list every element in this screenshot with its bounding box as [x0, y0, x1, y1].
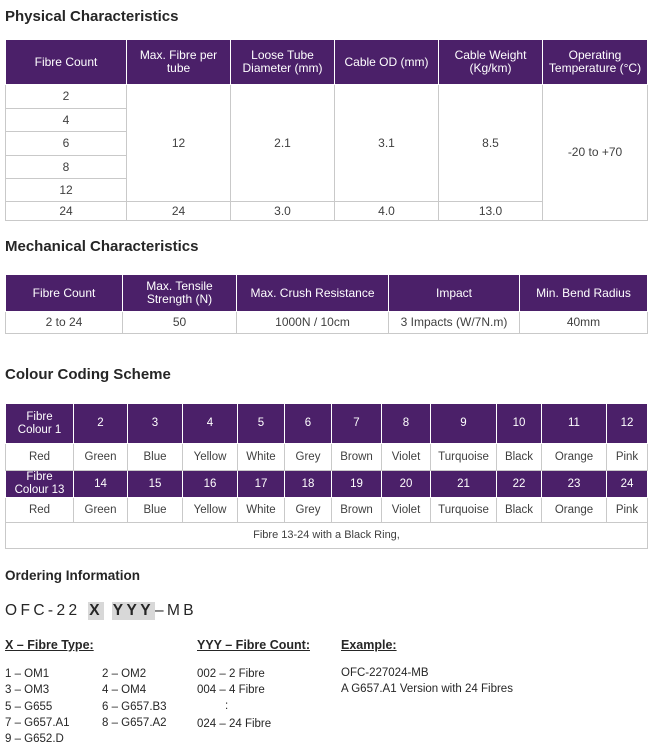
header-fibre-count: Fibre Count [6, 275, 123, 312]
example-heading: Example: [341, 638, 397, 652]
fibre-type-item: 4 – OM4 [102, 684, 147, 696]
mechanical-table [5, 274, 648, 334]
colour-name: Red [6, 444, 74, 471]
colour-name: Orange [542, 444, 607, 471]
example-description: A G657.A1 Version with 24 Fibres [341, 683, 513, 695]
header-impact: Impact [389, 275, 520, 312]
cable-od-value: 4.0 [335, 202, 439, 221]
fibre-number: 4 [183, 404, 238, 444]
code-suffix: –MB [154, 602, 198, 619]
fibre-count-cell: 12 [6, 179, 127, 202]
header-cable-od: Cable OD (mm) [335, 40, 439, 85]
header-max-crush-resistance: Max. Crush Resistance [237, 275, 389, 312]
fibre-count-cell: 6 [6, 132, 127, 156]
bend-radius-value: 40mm [520, 312, 648, 334]
fibre-count-value: 2 to 24 [6, 312, 123, 334]
fibre-number: 23 [542, 471, 607, 498]
impact-value: 3 Impacts (W/7N.m) [389, 312, 520, 334]
fibre-number: 20 [382, 471, 431, 498]
colour-name: Orange [542, 498, 607, 523]
colour-name: Turquoise [431, 498, 497, 523]
fibre-count-cell: 8 [6, 156, 127, 179]
fibre-count-item: 004 – 4 Fibre [197, 684, 265, 696]
colour-name: Brown [332, 498, 382, 523]
fibre-number: 5 [238, 404, 285, 444]
colour-name: Green [74, 444, 128, 471]
fibre-type-item: 1 – OM1 [5, 668, 50, 680]
header-fibre-count: Fibre Count [6, 40, 127, 85]
colour-name: Blue [128, 444, 183, 471]
colour-name: Black [497, 498, 542, 523]
cable-od-value: 3.1 [335, 85, 439, 202]
physical-table [5, 39, 648, 221]
product-code [5, 602, 197, 620]
header-operating-temperature: Operating Temperature (°C) [543, 40, 648, 85]
colour-name: Pink [607, 444, 648, 471]
fibre-number: 21 [431, 471, 497, 498]
fibre-count-cell: 24 [6, 202, 127, 221]
colour-name: Green [74, 498, 128, 523]
colour-name: Violet [382, 498, 431, 523]
mechanical-title: Mechanical Characteristics [5, 238, 199, 255]
fibre-number: 7 [332, 404, 382, 444]
fibre-number: 17 [238, 471, 285, 498]
fibre-number: 2 [74, 404, 128, 444]
cable-weight-value: 13.0 [439, 202, 543, 221]
operating-temperature-value: -20 to +70 [543, 85, 648, 221]
fibre-count-item: 024 – 24 Fibre [197, 718, 272, 730]
fibre-type-heading: X – Fibre Type: [5, 638, 94, 652]
fibre-count-cell: 4 [6, 109, 127, 132]
fibre-count-item: 002 – 2 Fibre [197, 668, 265, 680]
fibre-number: 9 [431, 404, 497, 444]
fibre-number: 8 [382, 404, 431, 444]
code-fibre-count-placeholder: YYY [112, 602, 154, 619]
fibre-number: 12 [607, 404, 648, 444]
fibre-type-item: 3 – OM3 [5, 684, 50, 696]
colour-name: Blue [128, 498, 183, 523]
colour-name: Brown [332, 444, 382, 471]
colour-name: Grey [285, 444, 332, 471]
fibre-type-item: 8 – G657.A2 [102, 717, 167, 729]
colour-name: Yellow [183, 444, 238, 471]
header-max-tensile-strength: Max. Tensile Strength (N) [123, 275, 237, 312]
fibre-number: 14 [74, 471, 128, 498]
example-code: OFC-227024-MB [341, 667, 429, 679]
fibre-number: 22 [497, 471, 542, 498]
colour-name: Violet [382, 444, 431, 471]
fibre-type-item: 7 – G657.A1 [5, 717, 70, 729]
colour-name: Grey [285, 498, 332, 523]
colour-name: Red [6, 498, 74, 523]
fibre-number: 11 [542, 404, 607, 444]
fibre-colour-13-label: Fibre Colour 13 [6, 471, 74, 498]
colour-name: White [238, 444, 285, 471]
max-fibre-per-tube-value: 24 [127, 202, 231, 221]
header-cable-weight: Cable Weight (Kg/km) [439, 40, 543, 85]
physical-title: Physical Characteristics [5, 8, 179, 25]
fibre-number: 3 [128, 404, 183, 444]
crush-resistance-value: 1000N / 10cm [237, 312, 389, 334]
colour-name: Black [497, 444, 542, 471]
fibre-number: 10 [497, 404, 542, 444]
fibre-type-item: 9 – G652.D [5, 733, 64, 745]
colour-name: Pink [607, 498, 648, 523]
colour-name: Turquoise [431, 444, 497, 471]
code-prefix: OFC-22 [5, 602, 81, 619]
header-loose-tube-diameter: Loose Tube Diameter (mm) [231, 40, 335, 85]
fibre-type-item: 2 – OM2 [102, 668, 147, 680]
fibre-count-ellipsis: : [225, 700, 229, 712]
ordering-title: Ordering Information [5, 568, 140, 583]
fibre-number: 18 [285, 471, 332, 498]
fibre-type-item: 6 – G657.B3 [102, 701, 167, 713]
loose-tube-diameter-value: 3.0 [231, 202, 335, 221]
fibre-count-cell: 2 [6, 85, 127, 109]
fibre-number: 19 [332, 471, 382, 498]
fibre-number: 24 [607, 471, 648, 498]
fibre-colour-1-label: Fibre Colour 1 [6, 404, 74, 444]
fibre-count-heading: YYY – Fibre Count: [197, 638, 310, 652]
colour-name: White [238, 498, 285, 523]
header-min-bend-radius: Min. Bend Radius [520, 275, 648, 312]
max-fibre-per-tube-value: 12 [127, 85, 231, 202]
fibre-number: 6 [285, 404, 332, 444]
colour-note: Fibre 13-24 with a Black Ring, [6, 523, 648, 549]
colour-title: Colour Coding Scheme [5, 366, 171, 383]
colour-name: Yellow [183, 498, 238, 523]
header-max-fibre-per-tube: Max. Fibre per tube [127, 40, 231, 85]
code-fibre-type-placeholder: X [89, 602, 103, 619]
cable-weight-value: 8.5 [439, 85, 543, 202]
loose-tube-diameter-value: 2.1 [231, 85, 335, 202]
fibre-number: 15 [128, 471, 183, 498]
fibre-number: 16 [183, 471, 238, 498]
tensile-strength-value: 50 [123, 312, 237, 334]
colour-table [5, 403, 648, 549]
fibre-type-item: 5 – G655 [5, 701, 53, 713]
